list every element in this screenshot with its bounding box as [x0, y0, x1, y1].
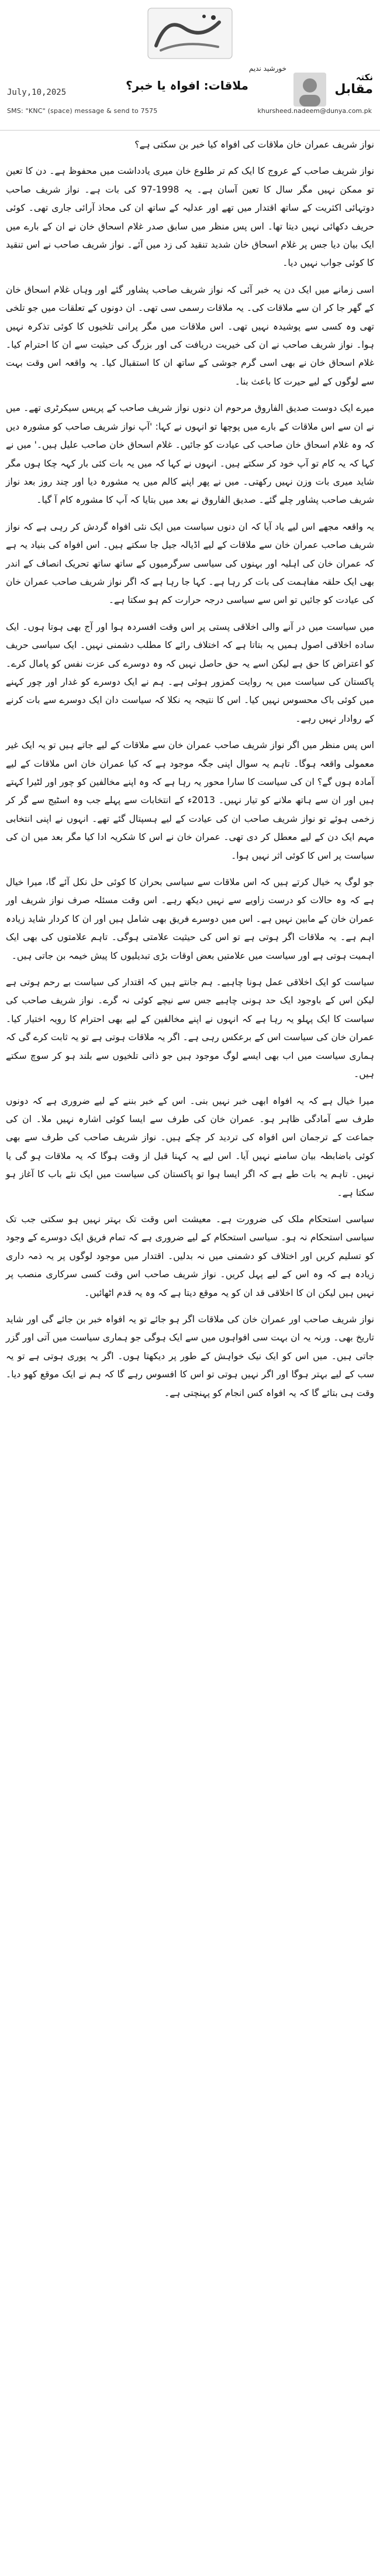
article-paragraph: سیاسی استحکام ملک کی ضرورت ہے۔ معیشت اس وقت تک بہتر نہیں ہو سکتی جب تک سیاسی استحکام نہ ہو۔ سیاسی استحکام کے لیے ضروری ہے کہ تمام فریق ایک دوسرے کے وجود کو تسلیم کریں اور اختلاف کو دشمنی میں نہ بدلیں۔ اقتدار میں موجود لوگوں پر یہ ذمہ داری زیادہ ہے کہ وہ اس کے لیے پہل کریں۔ نواز شریف صاحب اس وقت کسی سرکاری منصب پر نہیں ہیں لیکن ان کا اخلاقی قد ان کو یہ موقع دیتا ہے کہ وہ یہ قدم اٹھائیں۔ — [6, 1213, 374, 1298]
article-paragraph: اس پس منظر میں اگر نواز شریف صاحب عمران خان سے ملاقات کے لیے جاتے ہیں تو یہ ایک غیر معمولی واقعہ ہوگا۔ تاہم یہ سوال اپنی جگہ موجود ہے کہ کیا عمران خان اس ملاقات کے لیے آمادہ ہوں گے؟ ان کی سیاست کا سارا محور یہ رہا ہے کہ وہ اپنے مخالفین کو چور اور لٹیرا کہتے ہیں اور ان سے ہاتھ ملانے کو تیار نہیں۔ 2013ء کے انتخابات سے پہلے جب وہ اسٹیج سے گر کر زخمی ہوئے تو نواز شریف صاحب ان کی عیادت کے لیے ہسپتال گئے تھے۔ انہوں نے اپنی انتخابی مہم ایک دن کے لیے معطل کر دی تھی۔ عمران خان نے اس کا شکریہ ادا کیا مگر بعد میں ان کی سیاست پر اس کا کوئی اثر نہیں ہوا۔ — [6, 740, 374, 861]
column-title: ملاقات: افواہ یا خبر؟ — [126, 78, 248, 92]
newspaper-logo — [143, 5, 237, 62]
article-paragraph: میرا خیال ہے کہ یہ افواہ ابھی خبر نہیں بنی۔ اس کے خبر بننے کے لیے ضروری ہے کہ دونوں طرف سے آمادگی ظاہر ہو۔ عمران خان کی طرف سے ایسا کوئی اشارہ نہیں ملا۔ ان کی جماعت کے ترجمان اس افواہ کی تردید کر چکے ہیں۔ نواز شریف صاحب کی طرف سے بھی کوئی باضابطہ بیان سامنے نہیں آیا۔ اس لیے یہ کہنا قبل از وقت ہوگا کہ یہ ملاقات ہو گی یا نہیں۔ تاہم یہ بات طے ہے کہ اگر ایسا ہوا تو پاکستان کی سیاست میں ایک نئے باب کا آغاز ہو سکتا ہے۔ — [6, 1095, 374, 1198]
article-paragraph: میں سیاست میں در آنے والی اخلاقی پستی پر اس وقت افسردہ ہوا اور آج بھی ہوتا ہوں۔ ایک ساده اخلاقی اصول ہمیں یہ بتاتا ہے کہ اختلاف رائے کا مطلب دشمنی نہیں۔ ایک سیاسی حریف کو اعتراض کا حق ہے لیکن اسے یہ حق حاصل نہیں کہ وہ دوسرے کی عزت نفس کو پامال کرے۔ پاکستان کی سیاست میں یہ روایت کمزور ہوئی ہے۔ ہم نے ایک دوسرے کو غدار اور چور کہنے میں کوئی باک محسوس نہیں کیا۔ اس کا نتیجہ یہ نکلا کہ سیاست دان ایک دوسرے سے بات کرنے کے روادار نہیں رہے۔ — [6, 621, 374, 724]
column-logo-line1: نکتہ — [355, 72, 373, 83]
author-photo — [293, 73, 326, 107]
article-paragraph: میرے ایک دوست صدیق الفاروق مرحوم ان دنوں نواز شریف صاحب کے پریس سیکرٹری تھے۔ میں نے ان سے اس ملاقات کے بارے میں پوچھا تو انہوں نے کہا: 'آپ نواز شریف صاحب کو مشورہ دیں کہ وہ غلام اسحاق خان صاحب کی عیادت کو جائیں۔ غلام اسحاق خان صاحب علیل ہیں۔' میں نے کہا کہ یہ کام تو آپ خود کر سکتے ہیں۔ انہوں نے کہا کہ میں یہ بات کئی بار کہہ چکا ہوں مگر شاید میری بات وزن نہیں رکھتی۔ میں نے پھر اپنے کالم میں یہ مشورہ دیا اور چند روز بعد نواز شریف صاحب پشاور چلے گئے۔ صدیق الفاروق نے بعد میں بتایا کہ آپ کا مشورہ کام آ گیا۔ — [6, 403, 374, 506]
article-paragraph: نواز شریف صاحب اور عمران خان کی ملاقات اگر ہو جائے تو یہ افواہ خبر بن جائے گی اور شاید تاریخ بھی۔ ورنہ یہ ان بہت سی افواہوں میں سے ایک ہوگی جو ہماری سیاست میں آتی اور گزر جاتی ہیں۔ میں اس کو ایک نیک خواہش کے طور پر دیکھتا ہوں۔ اگر یہ پوری ہوتی ہے تو یہ سب کے لیے بہتر ہوگا اور اگر نہیں ہوتی تو اس کا افسوس رہے گا کہ ہم نے ایک موقع کھو دیا۔ وقت ہی بتائے گا کہ یہ افواہ کس انجام کو پہنچتی ہے۔ — [6, 1313, 374, 1398]
article-paragraph: یہ واقعہ مجھے اس لیے یاد آیا کہ ان دنوں سیاست میں ایک نئی افواہ گردش کر رہی ہے کہ نواز شریف صاحب عمران خان سے ملاقات کے لیے اڈیالہ جیل جا سکتے ہیں۔ اس افواہ کی بنیاد یہ ہے کہ عمران خان کی اہلیہ اور بہنوں کی سیاسی سرگرمیوں کے ساتھ ساتھ تحریک انصاف کے اندر بھی ایک حلقہ مفاہمت کی بات کر رہا ہے۔ کہا جا رہا ہے کہ اگر نواز شریف صاحب عمران خان کی عیادت کو جائیں تو اس سے سیاسی درجہ حرارت کم ہو سکتا ہے۔ — [6, 521, 374, 606]
article-paragraph: اسی زمانے میں ایک دن یہ خبر آئی کہ نواز شریف صاحب پشاور گئے اور وہاں غلام اسحاق خان کے گھر جا کر ان سے ملاقات کی۔ یہ ملاقات رسمی سی تھی۔ ان دونوں کے تعلقات میں جو تلخی تھی وہ کسی سے پوشیدہ نہیں تھی۔ اس ملاقات میں مگر پرانی تلخیوں کا کوئی تذکرہ نہیں ہوا۔ نواز شریف صاحب نے ان کی خیریت دریافت کی اور بزرگ کی حیثیت سے ان کا احترام کیا۔ غلام اسحاق خان نے بھی اسی گرم جوشی کے ساتھ ان کا استقبال کیا۔ یہ واقعہ اس وقت بہت سے لوگوں کے لیے حیرت کا باعث بنا۔ — [6, 284, 374, 387]
column-header — [0, 0, 380, 131]
publish-date: July,10,2025 — [7, 88, 67, 97]
sms-instructions: SMS: "KNC" (space) message & send to 7575 — [7, 107, 158, 115]
author-avatar-icon — [293, 73, 326, 107]
column-logo-line2: مقابل — [334, 81, 373, 97]
newspaper-logo-graphic — [143, 5, 237, 62]
author-email: khursheed.nadeem@dunya.com.pk — [257, 107, 372, 115]
article-paragraph: نواز شریف صاحب کے عروج کا ایک کم تر طلوع خان میری یادداشت میں محفوظ ہے۔ دن کا تعین تو ممکن نہیں مگر سال کا تعین آسان ہے۔ یہ 1998-97 کی بات ہے۔ نواز شریف صاحب دوتہائی اکثریت کے ساتھ اقتدار میں تھے اور عدلیہ کے ساتھ ان کی محاذ آرائی جاری تھی۔ کوئی حریف دکھائی نہیں دیتا تھا۔ اس پس منظر میں سابق صدر غلام اسحاق خان نے ان کے بارے میں ایک بیان دیا جس پر غلام اسحاق خان شدید تنقید کی زد میں آئے۔ نواز شریف صاحب نے اس تنقید کا کوئی جواب نہیں دیا۔ — [6, 166, 375, 269]
article-body — [6, 136, 374, 1411]
column-logo — [329, 73, 373, 107]
author-name: خورشید ندیم — [248, 64, 286, 73]
article-paragraph: جو لوگ یہ خیال کرتے ہیں کہ اس ملاقات سے سیاسی بحران کا کوئی حل نکل آئے گا، میرا خیال ہے کہ وہ حالات کو درست زاویے سے نہیں دیکھ رہے۔ اس وقت مسئلہ صرف نواز شریف اور عمران خان کے مابین نہیں ہے۔ اس میں دوسرے فریق بھی شامل ہیں اور ان کا کردار شاید زیادہ اہم ہے۔ یہ ملاقات اگر ہوتی ہے تو اس کی حیثیت علامتی ہوگی۔ تاہم علامتوں کی بھی ایک اہمیت ہوتی ہے اور سیاست میں علامتیں بعض اوقات بڑی تبدیلیوں کا پیش خیمہ بن جاتی ہیں۔ — [6, 877, 374, 961]
article-paragraph: سیاست کو ایک اخلاقی عمل ہونا چاہیے۔ ہم جانتے ہیں کہ اقتدار کی سیاست بے رحم ہوتی ہے لیکن اس کے باوجود ایک حد ہونی چاہیے جس سے نیچے کوئی نہ گرے۔ نواز شریف صاحب کی سیاست کا ایک پہلو یہ رہا ہے کہ انہوں نے اپنے مخالفین کے لیے بھی احترام کا رویہ اختیار کیا۔ عمران خان کی سیاست اس کے برعکس رہی ہے۔ اگر یہ ملاقات ہوتی ہے تو یہ ثابت کرے گی کہ ہماری سیاست میں اب بھی ایسے لوگ موجود ہیں جو ذاتی تلخیوں سے بلند ہو کر سوچ سکتے ہیں۔ — [6, 977, 374, 1080]
article-paragraph: نواز شریف عمران خان ملاقات کی افواہ کیا خبر بن سکتی ہے؟ — [134, 139, 374, 150]
